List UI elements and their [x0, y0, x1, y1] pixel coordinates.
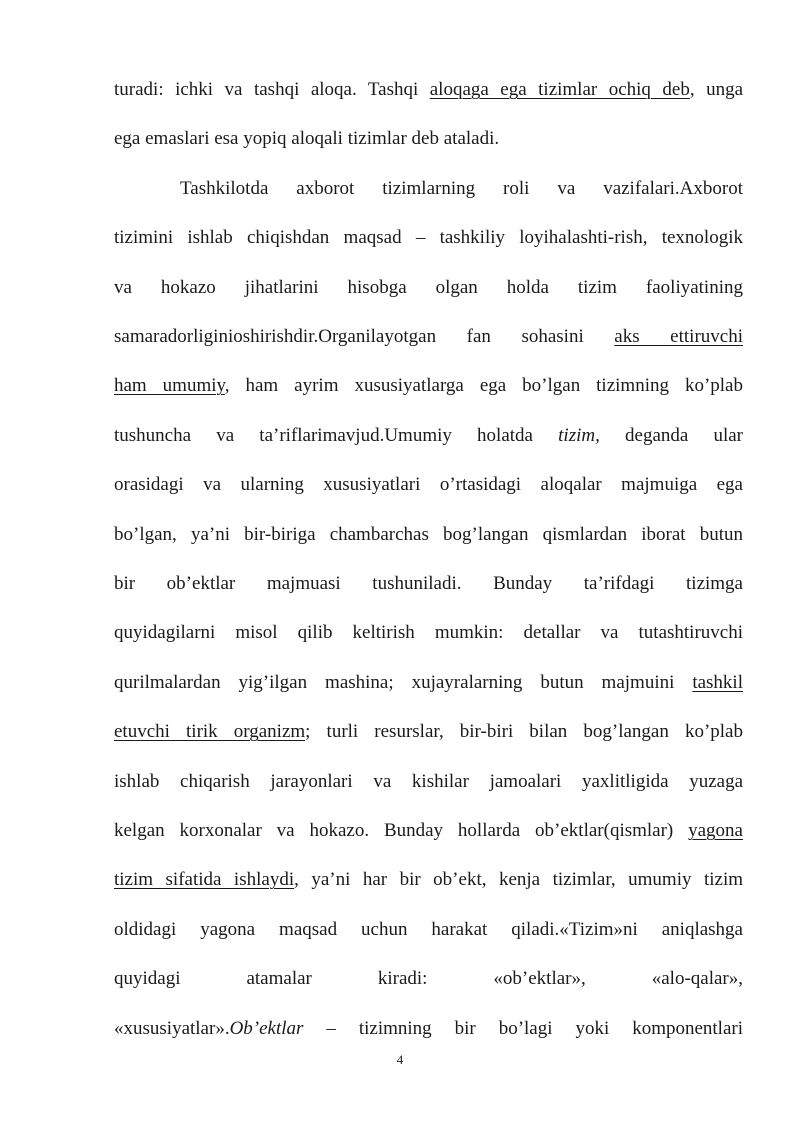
text-line — [114, 819, 743, 843]
text-span: Tashkilotda axborot tizimlarning roli va vazifalari.Axborot — [180, 178, 743, 199]
text-line — [114, 374, 743, 398]
underlined-text: aloqaga ega tizimlar ochiq deb — [429, 79, 690, 100]
underlined-text: tashkil — [692, 672, 743, 693]
text-span: turadi: ichki va tashqi aloqa. Tashqi — [114, 79, 430, 100]
text-line — [114, 918, 743, 942]
text-span: kelgan korxonalar va hokazo. Bunday hollarda ob’ektlar(qismlar) — [114, 820, 689, 841]
text-span: quyidagilarni misol qilib keltirish mumkin: detallar va tutashtiruvchi — [114, 622, 743, 643]
text-line — [114, 671, 743, 695]
italic-text: Ob’ektlar – — [229, 1018, 336, 1039]
text-span: deganda ular — [599, 425, 744, 446]
text-span: bo’lgan, ya’ni bir-biriga chambarchas bog’langan qismlardan iborat butun — [114, 524, 743, 545]
text-span: ; turli resurslar, bir-biri bilan bog’langan ko’plab — [305, 721, 743, 742]
text-line — [114, 967, 743, 991]
text-line — [114, 276, 743, 300]
text-span: , ham ayrim xususiyatlarga ega bo’lgan tizimning ko’plab — [224, 375, 743, 396]
text-line — [114, 523, 743, 547]
text-span: , ya’ni har bir ob’ekt, kenja tizimlar, umumiy tizim — [294, 869, 743, 890]
text-line — [114, 770, 743, 794]
page-number: 4 — [396, 1052, 404, 1067]
text-line — [114, 78, 743, 102]
text-line — [114, 572, 743, 596]
text-span: qurilmalardan yig’ilgan mashina; xujayralarning butun majmuini — [114, 672, 693, 693]
text-line — [180, 177, 743, 201]
text-span: tizimning bir bo’lagi yoki komponentlari — [335, 1018, 743, 1039]
underlined-text: yagona — [688, 820, 743, 841]
underlined-text: etuvchi tirik organizm — [114, 721, 306, 742]
text-line — [114, 226, 743, 250]
text-line — [114, 1017, 743, 1041]
text-span: bir ob’ektlar majmuasi tushuniladi. Bunday ta’rifdagi tizimga — [114, 573, 743, 594]
text-span: tizimini ishlab chiqishdan maqsad – tashkiliy loyihalashti-rish, texnologik — [114, 227, 743, 248]
text-span: samaradorliginioshirishdir.Organilayotgan fan sohasini — [114, 326, 615, 347]
text-span: ishlab chiqarish jarayonlari va kishilar jamoalari yaxlitligida yuzaga — [114, 771, 743, 792]
text-line — [114, 325, 743, 349]
text-span: quyidagi atamalar kiradi: «ob’ektlar», «alo-qalar», — [114, 968, 743, 989]
text-span: orasidagi va ularning xususiyatlari o’rtasidagi aloqalar majmuiga ega — [114, 474, 743, 495]
text-span: ega emaslari esa yopiq aloqali tizimlar deb ataladi. — [114, 128, 500, 149]
italic-text: tizim, — [558, 425, 600, 446]
text-line — [114, 473, 743, 497]
text-span: oldidagi yagona maqsad uchun harakat qiladi.«Tizim»ni aniqlashga — [114, 919, 743, 940]
underlined-text: aks ettiruvchi — [614, 326, 743, 347]
text-line — [114, 868, 743, 892]
underlined-text: ham umumiy — [114, 375, 225, 396]
text-span: , unga — [689, 79, 744, 100]
underlined-text: tizim sifatida ishlaydi — [114, 869, 295, 890]
text-line — [114, 621, 743, 645]
text-line — [114, 720, 743, 744]
text-span: «xususiyatlar». — [114, 1018, 230, 1039]
text-line — [114, 127, 743, 151]
text-span: tushuncha va ta’riflarimavjud.Umumiy holatda — [114, 425, 559, 446]
text-line — [114, 424, 743, 448]
text-span: va hokazo jihatlarini hisobga olgan holda tizim faoliyatining — [114, 277, 743, 298]
